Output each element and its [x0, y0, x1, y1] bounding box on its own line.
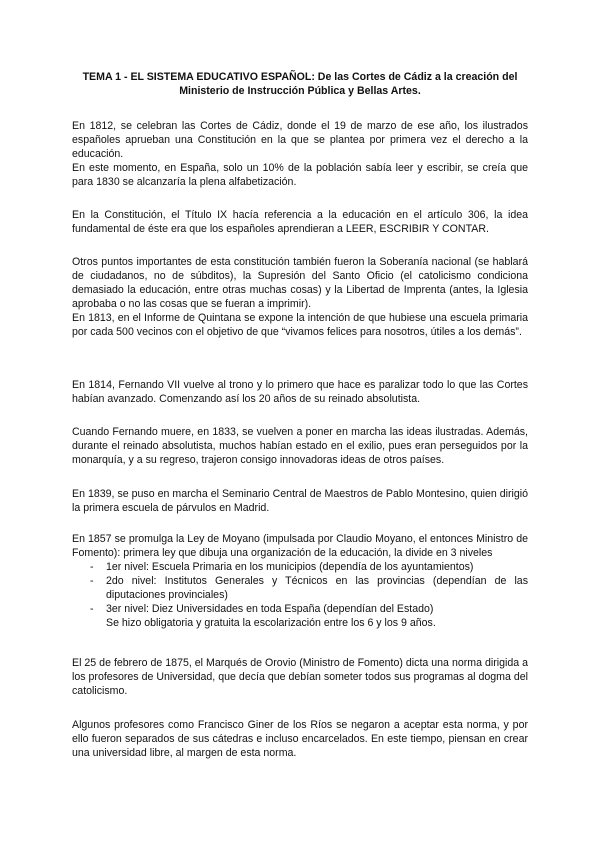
paragraph-text: En 1813, en el Informe de Quintana se expone la intención de que hubiese una escuela primaria por cada 500 vecinos con el objetivo de que “vivamos felices para nosotros, útiles a los demás”. [72, 312, 528, 338]
list-dash: - [90, 561, 94, 573]
list-item-text: 1er nivel: Escuela Primaria en los municipios (dependía de los ayuntamientos) [106, 561, 474, 573]
paragraph-text: En 1814, Fernando VII vuelve al trono y lo primero que hace es paralizar todo lo que las Cortes habían avanzado. Comenzando así los 20 años de su reinado absolutista. [72, 379, 528, 405]
paragraph-text: En la Constitución, el Título IX hacía referencia a la educación en el artículo 306, la idea fundamental de éste era que los españoles aprendieran a LEER, ESCRIBIR Y CONTAR. [72, 209, 528, 235]
paragraph-text: Cuando Fernando muere, en 1833, se vuelven a poner en marcha las ideas ilustradas. Además, durante el reinado absolutista, muchos habían estado en el exilio, pues eran perseguidos por la monarquía, y a su regreso, trajeron consigo innovadoras ideas de otros países. [72, 426, 528, 466]
levels-list [72, 560, 528, 616]
paragraph-fernando-vii [72, 378, 528, 406]
document-title [72, 70, 528, 98]
paragraph-titulo-ix [72, 208, 528, 236]
list-item [72, 602, 528, 616]
paragraph-text: Algunos profesores como Francisco Giner de los Ríos se negaron a aceptar esta norma, y por ello fueron separados de sus cátedras e incluso encarcelados. En este tiempo, piensan en crear una universidad libre, al margen de esta norma. [72, 719, 528, 759]
paragraph-text: En 1839, se puso en marcha el Seminario Central de Maestros de Pablo Montesino, quien dirigió la primera escuela de párvulos en Madrid. [72, 488, 528, 514]
paragraph-text: En este momento, en España, solo un 10% de la población sabía leer y escribir, se creía que para 1830 se alcanzaría la plena alfabetización. [72, 162, 528, 188]
list-dash: - [90, 603, 94, 615]
list-item-text: 2do nivel: Institutos Generales y Técnicos en las provincias (dependían de las diputaciones provinciales) [106, 575, 528, 601]
list-dash: - [90, 575, 94, 587]
paragraph-giner [72, 718, 528, 760]
paragraph-otros-puntos [72, 255, 528, 339]
paragraph-text: Se hizo obligatoria y gratuita la escolarización entre los 6 y los 9 años. [106, 617, 436, 629]
paragraph-1839 [72, 487, 528, 515]
paragraph-text: El 25 de febrero de 1875, el Marqués de Orovio (Ministro de Fomento) dicta una norma dirigida a los profesores de Universidad, que decía que debían someter todos sus programas al dogma del catolicismo. [72, 657, 528, 697]
paragraph-text: En 1812, se celebran las Cortes de Cádiz, donde el 19 de marzo de ese año, los ilustrados españoles aprueban una Constitución en la que se plantea por primera vez el derecho a la educación. [72, 120, 528, 160]
paragraph-ley-moyano [72, 532, 528, 630]
paragraph-1833 [72, 425, 528, 467]
paragraph-cortes-cadiz [72, 119, 528, 189]
list-item [72, 574, 528, 602]
title-line-1: TEMA 1 - EL SISTEMA EDUCATIVO ESPAÑOL: De las Cortes de Cádiz a la creación del [82, 71, 518, 83]
paragraph-orovio [72, 656, 528, 698]
paragraph-text: Otros puntos importantes de esta constitución también fueron la Soberanía nacional (se hablará de ciudadanos, no de súbditos), la Supresión del Santo Oficio (el catolicismo condiciona demasiado la educación, entre otras muchas cosas) y la Libertad de Imprenta (antes, la Iglesia aprobaba o no las cosas que se fueran a imprimir). [72, 256, 528, 310]
paragraph-text: En 1857 se promulga la Ley de Moyano (impulsada por Claudio Moyano, el entonces Ministro de Fomento): primera ley que dibuja una organización de la educación, la divide en 3 niveles [72, 533, 528, 559]
list-item [72, 560, 528, 574]
list-item-text: 3er nivel: Diez Universidades en toda España (dependían del Estado) [106, 603, 434, 615]
title-line-2: Ministerio de Instrucción Pública y Bellas Artes. [179, 85, 421, 97]
